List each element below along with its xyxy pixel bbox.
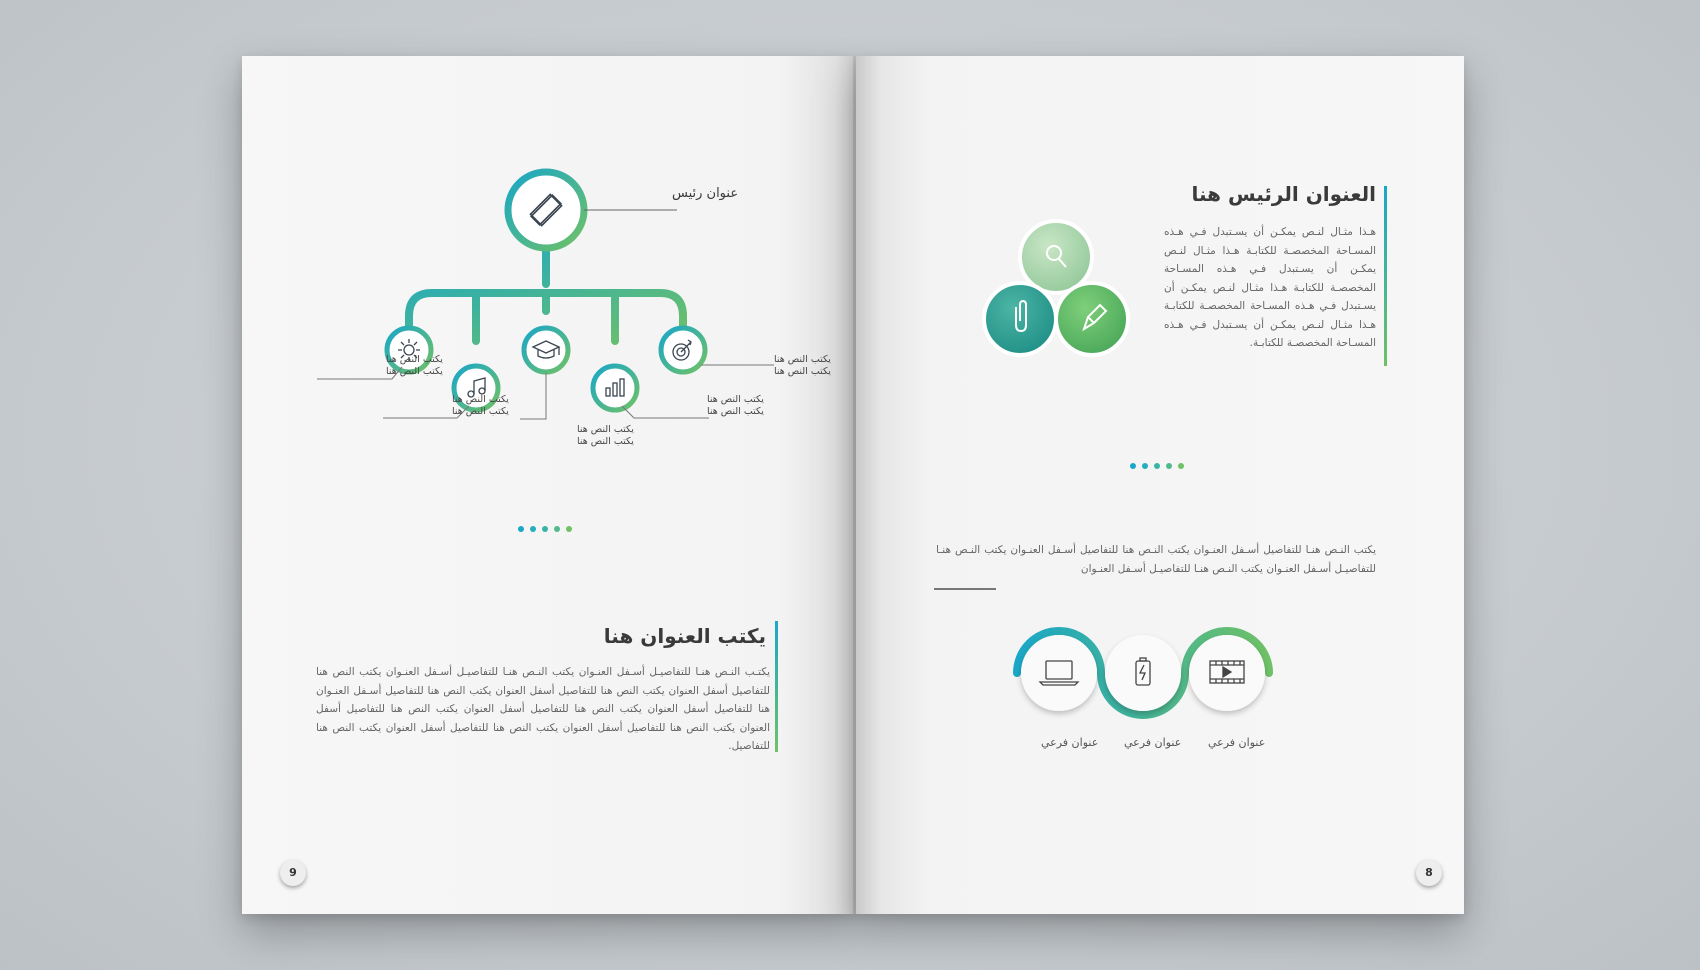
- org-chart: [242, 166, 854, 466]
- right-page: [856, 56, 1464, 914]
- venn-circle-top: [1020, 221, 1092, 293]
- main-node: [508, 172, 584, 248]
- page-number: 9: [280, 860, 306, 886]
- main-node-label: عنوان رئيس: [672, 186, 739, 201]
- divider-dots: [518, 526, 572, 532]
- divider-dots: [1130, 463, 1184, 469]
- wave-infographic: [1011, 616, 1311, 736]
- branch-label-4: يكتب النص هنا يكتب النص هنا: [707, 394, 764, 417]
- venn-circle-right: [1056, 283, 1128, 355]
- title-accent-bar: [1384, 186, 1387, 366]
- branch-label-3: يكتب النص هنا يكتب النص هنا: [577, 424, 634, 447]
- detail-rule: [934, 588, 996, 590]
- branch-label-5: يكتب النص هنا يكتب النص هنا: [774, 354, 831, 377]
- main-body: هـذا مثـال لنـص يمكـن أن يسـتبدل فـي هـذه المسـاحة المخصصـة للكتابـة هـذا مثـال لنـص يمكـن أن يسـتبدل فـي هـذه المسـاحة المخصصـة للكتابـة هـذا مثـال لنـص يمكـن أن يسـتبدل فـي هـذه المسـاحة المخصصـة للكتابـة هـذا مثـال لنـص يمكـن أن يسـتبدل فـي هـذه المسـاحة المخصصـة للكتابـة.: [1164, 226, 1376, 349]
- detail-text: يكتب النـص هنـا للتفاصيل أسـفل العنـوان يكتب النـص هنا للتفاصيل أسـفل العنـوان يكتب النـص هنـا للتفاصيـل أسـفل العنـوان يكتب النـص هنـا للتفاصيـل أسـفل العنـوان: [936, 544, 1376, 575]
- wave-node-laptop: [1021, 635, 1097, 711]
- node-chart: [593, 366, 637, 410]
- branch-label-2: يكتب النص هنا يكتب النص هنا: [452, 394, 509, 417]
- section-title: يكتب العنوان هنا: [603, 624, 766, 648]
- node-graduation: [524, 328, 568, 372]
- wave-label-laptop: عنوان فرعي: [1041, 736, 1099, 749]
- page-number: 8: [1416, 860, 1442, 886]
- wave-label-video: عنوان فرعي: [1208, 736, 1266, 749]
- main-title: العنوان الرئيس هنا: [1191, 182, 1376, 206]
- section-body: يكتـب النـص هنـا للتفاصيـل أسـفل العنـوان يكتب النـص هنـا للتفاصيـل أسـفل العنـوان يكتب النص هنا للتفاصيل أسفل العنوان يكتب النص هنا للتفاصيل أسفل العنوان يكتب النص هنا للتفاصيل أسـفل العنـوان هنا للتفاصيل أسفل العنوان يكتب النص هنا للتفاصيل أسفل العنوان يكتب النص هنا للتفاصيل أسفل العنوان يكتب النص هنا للتفاصيل أسفل العنوان يكتب النص هنا للتفاصيل أسفل العنوان يكتب النص هنا للتفاصيل.: [316, 666, 770, 752]
- left-page: [242, 56, 854, 914]
- wave-label-battery: عنوان فرعي: [1124, 736, 1182, 749]
- section-accent-bar: [775, 621, 778, 752]
- branch-label-1: يكتب النص هنا يكتب النص هنا: [386, 354, 443, 377]
- venn-diagram: [956, 211, 1156, 381]
